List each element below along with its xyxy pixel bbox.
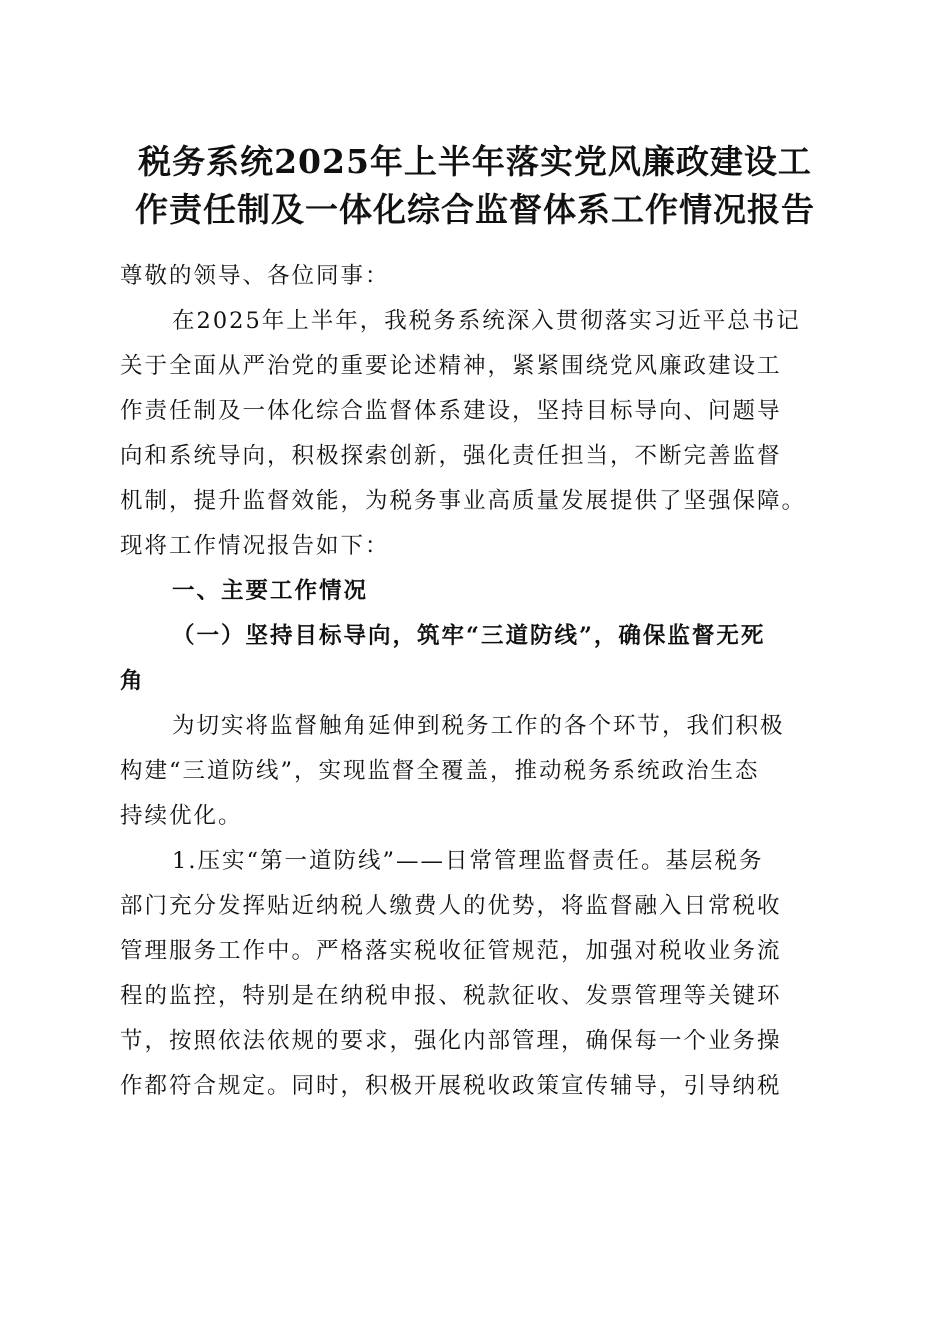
paragraph-2 (120, 839, 840, 1109)
intro-line: 向和系统导向，积极探索创新，强化责任担当，不断完善监督 (120, 443, 782, 469)
paragraph-line: 1.压实“第一道防线”——日常管理监督责任。基层税务 (172, 848, 764, 874)
intro-paragraph (120, 299, 840, 569)
document-title (100, 138, 850, 234)
title-line-2: 作责任制及一体化综合监督体系工作情况报告 (135, 190, 815, 229)
paragraph-line: 为切实将监督触角延伸到税务工作的各个环节，我们积极 (172, 713, 785, 739)
intro-line: 在2025年上半年，我税务系统深入贯彻落实习近平总书记 (172, 308, 801, 334)
paragraph-line: 作都符合规定。同时，积极开展税收政策宣传辅导，引导纳税 (120, 1073, 782, 1099)
section-heading-2 (120, 614, 840, 704)
intro-line: 作责任制及一体化综合监督体系建设，坚持目标导向、问题导 (120, 398, 782, 424)
paragraph-line: 部门充分发挥贴近纳税人缴费人的优势，将监督融入日常税收 (120, 893, 782, 919)
intro-line: 机制，提升监督效能，为税务事业高质量发展提供了坚强保障。 (120, 488, 807, 514)
document-body (120, 254, 840, 1109)
paragraph-line: 持续优化。 (120, 803, 243, 829)
intro-line: 关于全面从严治党的重要论述精神，紧紧围绕党风廉政建设工 (120, 353, 782, 379)
paragraph-line: 程的监控，特别是在纳税申报、税款征收、发票管理等关键环 (120, 983, 782, 1009)
paragraph-line: 构建“三道防线”，实现监督全覆盖，推动税务系统政治生态 (120, 758, 760, 784)
salutation: 尊敬的领导、各位同事： (120, 263, 390, 289)
heading2-line: 角 (120, 668, 145, 694)
heading2-line: （一）坚持目标导向，筑牢“三道防线”，确保监督无死 (172, 623, 766, 649)
paragraph-1 (120, 704, 840, 839)
paragraph-line: 管理服务工作中。严格落实税收征管规范，加强对税收业务流 (120, 938, 782, 964)
title-line-1: 税务系统2025年上半年落实党风廉政建设工 (138, 142, 812, 181)
intro-line: 现将工作情况报告如下： (120, 533, 390, 559)
paragraph-line: 节，按照依法依规的要求，强化内部管理，确保每一个业务操 (120, 1028, 782, 1054)
section-heading-1: 一、主要工作情况 (172, 578, 369, 604)
